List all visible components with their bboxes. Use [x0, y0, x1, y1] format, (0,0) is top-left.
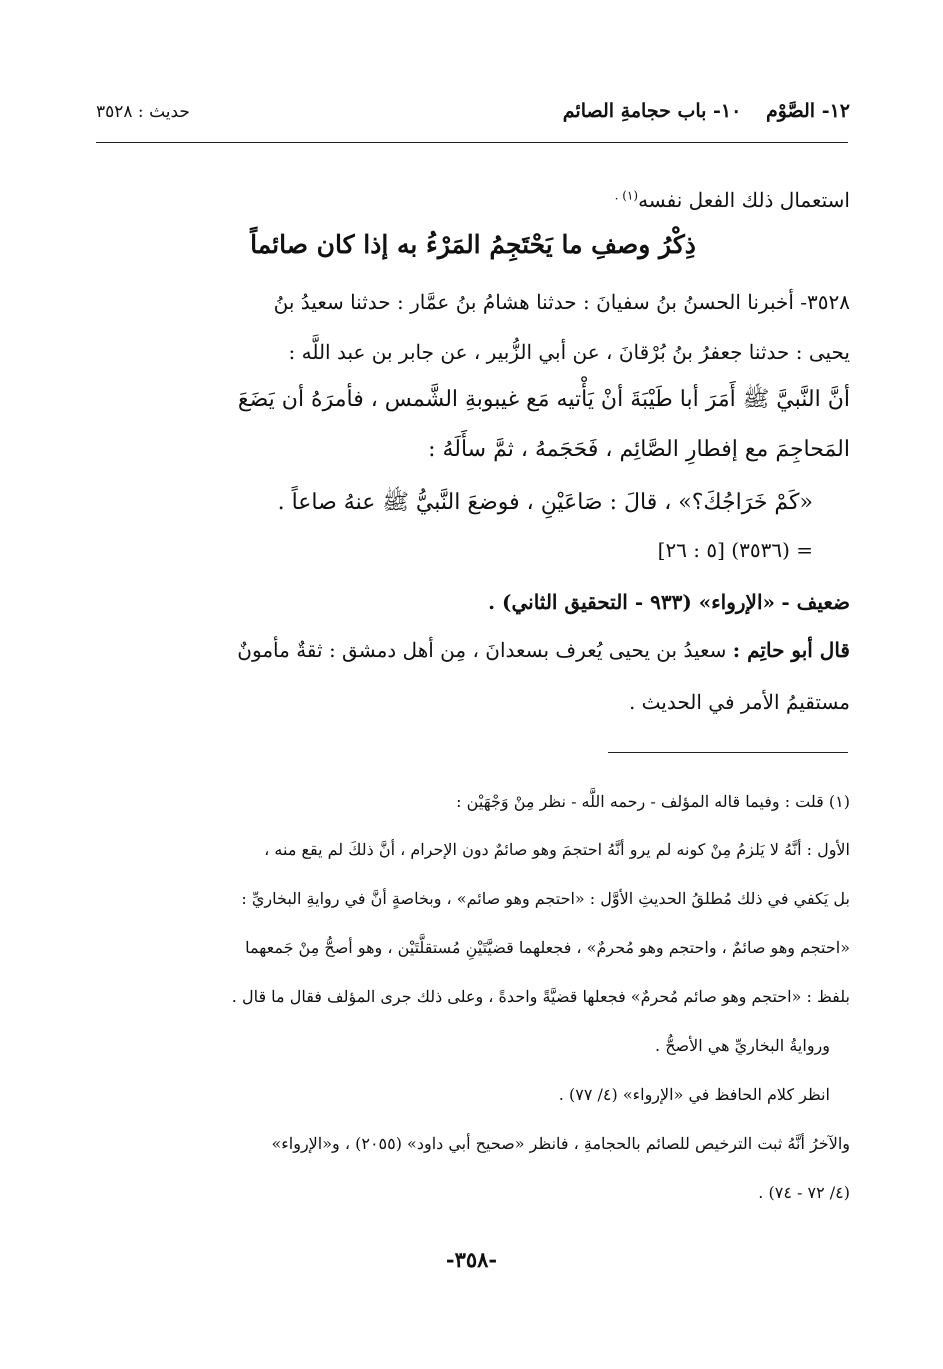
- grading-line: [96, 590, 850, 614]
- grading-source: «الإرواء» (٩٣٣ - التحقيق الثاني) .: [488, 590, 775, 614]
- footnote-line-8: والآخرُ أنَّهُ ثبت الترخيص للصائم بالحجامةِ ، فانظر «صحيح أبي داود» (٢٠٥٥) ، و«الإرواء»: [271, 1134, 850, 1153]
- abuhatim-label: قال أبو حاتِم :: [732, 638, 850, 662]
- header-rule: [96, 142, 848, 143]
- hadith-reference: حديث : ٣٥٢٨: [96, 102, 190, 122]
- intro-text: استعمال ذلك الفعل نفسه: [638, 188, 850, 212]
- isnad-line-2: يحيى : حدثنا جعفرُ بنُ بُرْقانَ ، عن أبي الزُّبير ، عن جابر بن عبد اللَّه :: [288, 340, 850, 364]
- abuhatim-line-2: مستقيمُ الأمر في الحديث .: [628, 690, 850, 714]
- abuhatim-text: سعيدُ بن يحيى يُعرف بسعدانَ ، مِن أهل دمشق : ثقةٌ مأمونٌ: [237, 638, 727, 662]
- matn-line-3: «كَمْ خَرَاجُكَ؟» ، قالَ : صَاعَيْنِ ، فوضعَ النَّبيُّ ﷺ عنهُ صاعاً .: [277, 490, 813, 515]
- abuhatim-line-1: [96, 638, 850, 662]
- footnote-line-6: وروايةُ البخاريِّ هي الأصحُّ .: [655, 1036, 830, 1055]
- intro-line: [96, 188, 850, 212]
- footnote-line-2: الأول : أنَّهُ لا يَلزمُ مِنْ كونه لم يرو أنَّهُ احتجمَ وهو صائمٌ دون الإحرام ، أنَّ ذلكَ لم يقع منه ،: [264, 840, 850, 859]
- matn-line-1: أنَّ النَّبيَّ ﷺ أَمَرَ أبا طَيْبَةَ أنْ يَأْتيه مَع غيبوبةِ الشَّمس ، فأمرَهُ أن يَضَعَ: [237, 387, 850, 412]
- cross-reference: = (٣٥٣٦) [٥ : ٢٦]: [657, 538, 813, 562]
- footnote-line-4: «احتجم وهو صائمٌ ، واحتجم وهو مُحرمٌ» ، فجعلهما قضيَّتَيْنِ مُستقلَّتَيْن ، وهو أصحُّ مِنْ جَمعهما: [245, 938, 850, 957]
- page-number: -٣٥٨-: [445, 1247, 498, 1272]
- chapter-title: ١٠- باب حجامةِ الصائم: [562, 100, 742, 122]
- footnote-marker: (١) .: [614, 188, 639, 203]
- footnote-line-9: (٤/ ٧٢ - ٧٤) .: [758, 1183, 850, 1202]
- footnote-line-5: بلفظ : «احتجم وهو صائم مُحرمٌ» فجعلها قضيَّةً واحدةً ، وعلى ذلك جرى المؤلف فقال ما قال .: [231, 987, 850, 1006]
- section-heading: ذِكْرُ وصفِ ما يَحْتَجِمُ المَرْءُ به إذا كان صائماً: [250, 230, 696, 259]
- grading-label: ضعيف -: [781, 590, 850, 614]
- isnad-line-1: ٣٥٢٨- أخبرنا الحسنُ بنُ سفيانَ : حدثنا هشامُ بنُ عمَّار : حدثنا سعيدُ بنُ: [273, 290, 850, 314]
- running-header: [545, 100, 850, 122]
- footnote-line-7: انظر كلام الحافظ في «الإرواء» (٤/ ٧٧) .: [558, 1085, 830, 1104]
- book-title: ١٢- الصَّوْم: [765, 100, 850, 122]
- footnote-rule: [608, 752, 848, 753]
- footnote-line-3: بل يَكفي في ذلك مُطلقُ الحديثِ الأوَّل : «احتجم وهو صائم» ، وبخاصةٍ أنَّ في روايةِ البخاريِّ :: [241, 889, 850, 908]
- footnote-line-1: (١) قلت : وفيما قاله المؤلف - رحمه اللَّه - نظر مِنْ وَجْهَيْن :: [456, 792, 850, 811]
- matn-line-2: المَحاجِمَ مع إفطارِ الصَّائِم ، فَحَجَمهُ ، ثمَّ سأَلَهُ :: [428, 437, 850, 462]
